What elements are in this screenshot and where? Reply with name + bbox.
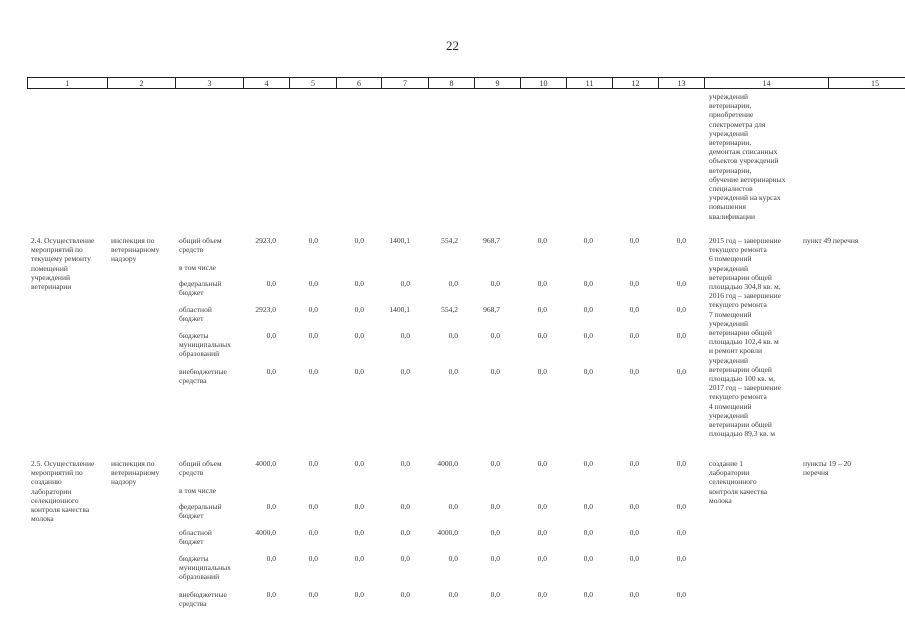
- header-col: 3: [176, 78, 244, 89]
- executor-line: инспекция по: [111, 236, 155, 245]
- result-text-line: 2015 год – завершение: [709, 236, 781, 245]
- result-text-line: ветеринарии общей: [709, 420, 772, 430]
- executor-line: инспекция по: [111, 459, 155, 468]
- funding-source-line: федеральный: [179, 502, 222, 511]
- result-text-line: площадью 102,4 кв. м: [709, 337, 779, 347]
- funding-value: 4000,0: [255, 459, 276, 468]
- funding-value: 0,0: [448, 331, 458, 340]
- continuation-text-line: специалистов: [709, 184, 753, 194]
- funding-value: 0,0: [676, 590, 686, 599]
- executor-line: надзору: [111, 254, 137, 264]
- funding-value: 0,0: [676, 279, 686, 288]
- funding-value: 0,0: [629, 554, 639, 563]
- funding-value: 0,0: [629, 590, 639, 599]
- header-col: 1: [28, 78, 108, 89]
- funding-value: 0,0: [583, 554, 593, 563]
- funding-value: 0,0: [537, 279, 547, 288]
- funding-value: 0,0: [583, 528, 593, 537]
- header-col: 9: [475, 78, 521, 89]
- header-col: 10: [521, 78, 567, 89]
- result-text-line: текущего ремонта: [709, 245, 767, 255]
- funding-value: 0,0: [308, 367, 318, 376]
- continuation-text-line: учреждений на курсах: [709, 193, 781, 203]
- reference: [803, 459, 875, 477]
- funding-value: 1400,1: [389, 236, 410, 245]
- funding-value: 0,0: [490, 331, 500, 340]
- event-name-line: помещений: [31, 263, 68, 273]
- funding-source-line: внебюджетные: [179, 590, 227, 599]
- funding-value: 0,0: [629, 459, 639, 468]
- funding-value: 0,0: [676, 331, 686, 340]
- funding-value: 0,0: [537, 554, 547, 563]
- result-text: [709, 236, 834, 438]
- funding-value: 0,0: [354, 459, 364, 468]
- funding-source-line: бюджет: [179, 537, 204, 547]
- funding-source-line: бюджет: [179, 314, 204, 324]
- funding-value: 0,0: [400, 554, 410, 563]
- funding-source-line: внебюджетные: [179, 367, 227, 376]
- funding-value: 0,0: [537, 331, 547, 340]
- header-col: 6: [337, 78, 382, 89]
- event-name: [31, 459, 109, 523]
- funding-value: 0,0: [308, 459, 318, 468]
- funding-value: 0,0: [448, 502, 458, 511]
- funding-value: 0,0: [308, 554, 318, 563]
- result-text-line: площадью 100 кв. м,: [709, 374, 776, 384]
- funding-source-line: бюджет: [179, 511, 204, 521]
- funding-value: 0,0: [676, 236, 686, 245]
- event-name-line: созданию: [31, 477, 62, 487]
- event-name-line: текущему ремонту: [31, 254, 91, 264]
- funding-value: 0,0: [537, 590, 547, 599]
- funding-value: 0,0: [400, 459, 410, 468]
- result-text-line: создание 1: [709, 459, 744, 468]
- funding-value: 0,0: [354, 236, 364, 245]
- funding-value: 0,0: [400, 279, 410, 288]
- funding-value: 0,0: [629, 279, 639, 288]
- funding-value: 968,7: [483, 305, 500, 314]
- funding-value: 0,0: [354, 367, 364, 376]
- funding-value: 2923,0: [255, 305, 276, 314]
- reference-line: перечня: [803, 468, 829, 478]
- funding-value: 0,0: [537, 236, 547, 245]
- funding-source-line: бюджеты: [179, 331, 209, 340]
- funding-value: 0,0: [308, 236, 318, 245]
- funding-source-line: в том числе: [179, 486, 217, 495]
- continuation-text-line: объектов учреждений: [709, 156, 779, 166]
- funding-value: 0,0: [490, 459, 500, 468]
- header-col: 4: [244, 78, 290, 89]
- funding-value: 0,0: [266, 331, 276, 340]
- event-name-line: мероприятий по: [31, 468, 83, 478]
- funding-value: 0,0: [308, 528, 318, 537]
- continuation-text-line: демонтаж списанных: [709, 147, 778, 157]
- funding-source-line: средств: [179, 245, 204, 255]
- continuation-text-line: учреждений: [709, 128, 748, 138]
- funding-value: 0,0: [308, 305, 318, 314]
- header-col: 5: [290, 78, 337, 89]
- continuation-text-line: повышения: [709, 202, 746, 212]
- header-col: 12: [613, 78, 659, 89]
- funding-value: 0,0: [266, 502, 276, 511]
- result-text-line: 7 помещений: [709, 309, 752, 319]
- event-name-line: ветеринарии: [31, 282, 72, 292]
- event-name-line: учреждений: [31, 272, 70, 282]
- funding-source-line: бюджет: [179, 288, 204, 298]
- continuation-text-line: ветеринарии,: [709, 165, 752, 175]
- funding-source-line: средства: [179, 599, 207, 609]
- funding-source-line: федеральный: [179, 279, 222, 288]
- funding-value: 0,0: [676, 367, 686, 376]
- funding-value: 0,0: [490, 502, 500, 511]
- funding-value: 0,0: [448, 554, 458, 563]
- executor-line: ветеринарному: [111, 245, 160, 255]
- reference-line: пункты 19 – 20: [803, 459, 852, 468]
- funding-source: [179, 486, 245, 495]
- funding-source-line: областной: [179, 528, 212, 537]
- funding-value: 0,0: [629, 236, 639, 245]
- result-text-line: учреждений: [709, 355, 748, 365]
- funding-value: 554,2: [441, 236, 458, 245]
- event-name-line: лаборатории: [31, 486, 72, 496]
- funding-source-line: общий объем: [179, 459, 222, 468]
- funding-source-line: образований: [179, 572, 220, 582]
- funding-value: 0,0: [537, 459, 547, 468]
- executor: [111, 459, 177, 487]
- funding-value: 0,0: [400, 331, 410, 340]
- funding-source-line: муниципальных: [179, 340, 231, 350]
- funding-value: 0,0: [537, 502, 547, 511]
- funding-source-line: в том числе: [179, 263, 217, 272]
- result-text-line: лаборатории: [709, 468, 750, 478]
- funding-value: 0,0: [354, 554, 364, 563]
- result-text-line: текущего ремонта: [709, 392, 767, 402]
- funding-value: 0,0: [676, 528, 686, 537]
- event-name-line: 2.5. Осуществление: [31, 459, 95, 468]
- funding-value: 0,0: [266, 367, 276, 376]
- funding-value: 0,0: [448, 367, 458, 376]
- funding-value: 0,0: [448, 590, 458, 599]
- funding-value: 0,0: [354, 305, 364, 314]
- funding-value: 0,0: [537, 528, 547, 537]
- funding-value: 0,0: [490, 367, 500, 376]
- funding-value: 0,0: [629, 331, 639, 340]
- funding-value: 2923,0: [255, 236, 276, 245]
- reference: [803, 236, 875, 245]
- header-col: 8: [429, 78, 475, 89]
- funding-value: 0,0: [490, 279, 500, 288]
- result-text-line: ветеринарии общей: [709, 272, 772, 282]
- funding-value: 4000,0: [437, 459, 458, 468]
- executor-line: надзору: [111, 477, 137, 487]
- funding-value: 968,7: [483, 236, 500, 245]
- funding-value: 0,0: [354, 279, 364, 288]
- funding-value: 0,0: [266, 590, 276, 599]
- result-text-line: и ремонт кровли: [709, 346, 762, 356]
- header-col: 2: [108, 78, 176, 89]
- funding-value: 0,0: [629, 502, 639, 511]
- funding-source-line: средств: [179, 468, 204, 478]
- event-name-line: селекционного: [31, 495, 79, 505]
- event-name-line: мероприятий по: [31, 245, 83, 255]
- funding-value: 0,0: [354, 331, 364, 340]
- event-name-line: контроля качества: [31, 505, 90, 515]
- funding-value: 0,0: [266, 554, 276, 563]
- funding-value: 0,0: [583, 305, 593, 314]
- funding-source: [179, 263, 245, 272]
- funding-value: 0,0: [490, 590, 500, 599]
- result-text-line: площадью 89,3 кв. м: [709, 429, 776, 439]
- funding-value: 0,0: [629, 367, 639, 376]
- continuation-text-line: спектрометра для: [709, 119, 766, 129]
- result-text-line: ветеринарии общей: [709, 328, 772, 338]
- executor: [111, 236, 177, 264]
- funding-value: 0,0: [629, 528, 639, 537]
- continuation-text-line: ветеринарии,: [709, 101, 752, 111]
- event-name: [31, 236, 109, 291]
- funding-value: 0,0: [448, 279, 458, 288]
- funding-value: 0,0: [583, 590, 593, 599]
- funding-value: 0,0: [676, 554, 686, 563]
- funding-source-line: общий объем: [179, 236, 222, 245]
- continuation-text-line: учреждений: [709, 92, 748, 101]
- funding-source-line: образований: [179, 349, 220, 359]
- funding-value: 0,0: [676, 459, 686, 468]
- funding-value: 0,0: [583, 279, 593, 288]
- result-text-line: селекционного: [709, 477, 757, 487]
- continuation-text-line: приобретение: [709, 110, 754, 120]
- funding-value: 0,0: [676, 502, 686, 511]
- header-col: 15: [829, 78, 905, 89]
- funding-value: 0,0: [400, 367, 410, 376]
- event-name-line: 2.4. Осуществление: [31, 236, 95, 245]
- funding-value: 4000,0: [255, 528, 276, 537]
- funding-source-line: бюджеты: [179, 554, 209, 563]
- header-col: 11: [567, 78, 613, 89]
- funding-value: 0,0: [537, 367, 547, 376]
- funding-value: 0,0: [583, 236, 593, 245]
- funding-value: 0,0: [354, 590, 364, 599]
- continuation-text: [709, 92, 834, 221]
- continuation-text-line: обучение ветеринарных: [709, 174, 786, 184]
- header-table: [27, 77, 905, 89]
- funding-value: 0,0: [400, 528, 410, 537]
- header-col: 13: [659, 78, 705, 89]
- result-text-line: 2017 год – завершение: [709, 383, 781, 393]
- funding-value: 0,0: [583, 331, 593, 340]
- funding-value: 0,0: [490, 528, 500, 537]
- funding-value: 0,0: [629, 305, 639, 314]
- result-text-line: учреждений: [709, 410, 748, 420]
- event-name-line: молока: [31, 514, 54, 524]
- result-text-line: молока: [709, 495, 732, 505]
- result-text-line: текущего ремонта: [709, 300, 767, 310]
- result-text-line: 6 помещений: [709, 254, 752, 264]
- result-text-line: контроля качества: [709, 486, 768, 496]
- result-text-line: 2016 год – завершение: [709, 291, 781, 301]
- funding-value: 0,0: [583, 459, 593, 468]
- funding-value: 0,0: [583, 367, 593, 376]
- page-number: 22: [446, 38, 459, 53]
- funding-value: 1400,1: [389, 305, 410, 314]
- funding-value: 0,0: [266, 279, 276, 288]
- result-text-line: учреждений: [709, 263, 748, 273]
- funding-value: 0,0: [490, 554, 500, 563]
- result-text-line: 4 помещений: [709, 401, 752, 411]
- funding-value: 0,0: [400, 502, 410, 511]
- continuation-text-line: ветеринарии,: [709, 138, 752, 148]
- funding-value: 0,0: [308, 279, 318, 288]
- funding-value: 0,0: [583, 502, 593, 511]
- funding-value: 4000,0: [437, 528, 458, 537]
- funding-value: 0,0: [354, 528, 364, 537]
- funding-source-line: средства: [179, 376, 207, 386]
- result-text-line: учреждений: [709, 318, 748, 328]
- funding-value: 0,0: [676, 305, 686, 314]
- result-text-line: ветеринарии общей: [709, 364, 772, 374]
- continuation-text-line: квалификации: [709, 211, 756, 221]
- funding-value: 0,0: [308, 502, 318, 511]
- funding-value: 0,0: [354, 502, 364, 511]
- header-col: 14: [705, 78, 829, 89]
- funding-value: 554,2: [441, 305, 458, 314]
- executor-line: ветеринарному: [111, 468, 160, 478]
- result-text-line: площадью 304,8 кв. м,: [709, 282, 781, 292]
- reference-line: пункт 49 перечня: [803, 236, 859, 245]
- funding-value: 0,0: [537, 305, 547, 314]
- funding-source-line: муниципальных: [179, 563, 231, 573]
- funding-value: 0,0: [400, 590, 410, 599]
- funding-value: 0,0: [308, 331, 318, 340]
- funding-value: 0,0: [308, 590, 318, 599]
- header-col: 7: [382, 78, 429, 89]
- funding-source-line: областной: [179, 305, 212, 314]
